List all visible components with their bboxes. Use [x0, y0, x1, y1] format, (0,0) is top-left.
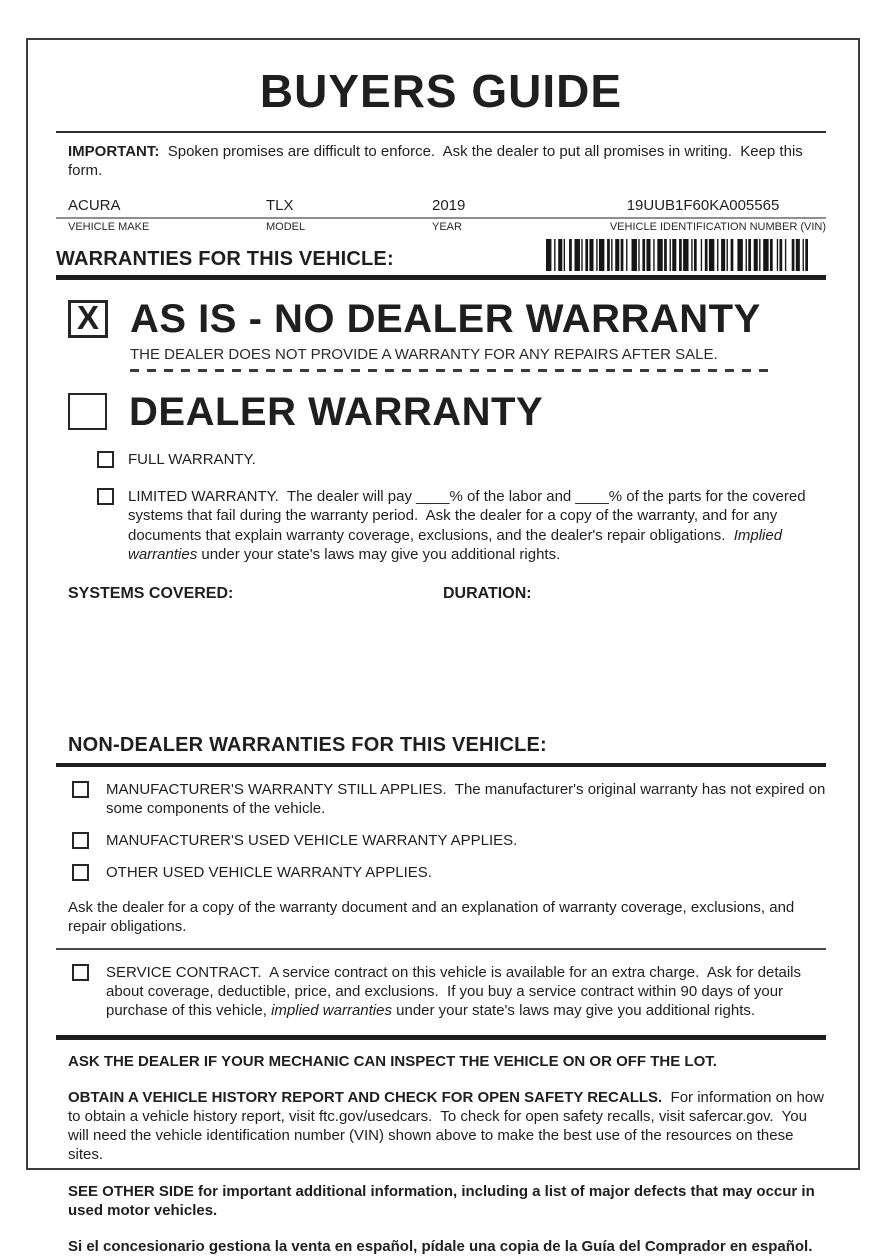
- as-is-subtitle: THE DEALER DOES NOT PROVIDE A WARRANTY FOR ANY REPAIRS AFTER SALE.: [130, 345, 718, 363]
- full-warranty-text: FULL WARRANTY.: [128, 450, 256, 468]
- important-text: Spoken promises are difficult to enforce. Ask the dealer to put all promises in writing. Keep this form.: [68, 142, 807, 179]
- as-is-title: AS IS - NO DEALER WARRANTY: [130, 296, 761, 341]
- manufacturer-warranty-item: [72, 780, 830, 818]
- full-warranty-item: [97, 450, 826, 469]
- important-note: [68, 142, 826, 180]
- see-other-side-text: SEE OTHER SIDE for important additional information, including a list of major defects that may occur in used motor vehicles.: [68, 1182, 819, 1219]
- vehicle-make-value: ACURA: [68, 196, 121, 214]
- vehicle-model-value: TLX: [266, 196, 294, 214]
- divider: [56, 131, 826, 133]
- buyers-guide-form: [26, 38, 860, 1255]
- full-warranty-checkbox[interactable]: [97, 451, 114, 468]
- limited-warranty-checkbox[interactable]: [97, 488, 114, 505]
- dashed-divider: [130, 369, 773, 372]
- important-label: IMPORTANT:: [68, 142, 160, 160]
- systems-covered-blank-area: [56, 603, 826, 734]
- manufacturer-used-warranty-checkbox[interactable]: [72, 832, 89, 849]
- service-contract-item: [72, 963, 826, 1021]
- footer-divider-thick: [56, 1035, 826, 1040]
- warranties-heading: WARRANTIES FOR THIS VEHICLE:: [56, 247, 394, 270]
- service-contract-text: SERVICE CONTRACT. A service contract on this vehicle is available for an extra charge. Ask for details about coverage, deductible, price, and exclusions. If you buy a service contract within 90 days of your purchase of this vehicle, implied warranties under your state's laws may give you additional rights.: [106, 964, 806, 1020]
- page-title: BUYERS GUIDE: [259, 65, 623, 117]
- divider-thin: [56, 948, 826, 950]
- vehicle-vin-value: 19UUB1F60KA005565: [626, 196, 780, 214]
- vehicle-info-underline: [56, 217, 826, 219]
- warranty-document-note: Ask the dealer for a copy of the warranty document and an explanation of warranty coverage, exclusions, and repair obligations.: [68, 898, 799, 935]
- as-is-checkbox-mark: X: [76, 299, 99, 337]
- service-contract-checkbox[interactable]: [72, 964, 89, 981]
- mechanic-inspect-text: ASK THE DEALER IF YOUR MECHANIC CAN INSPECT THE VEHICLE ON OR OFF THE LOT.: [68, 1052, 717, 1070]
- vehicle-year-label: YEAR: [432, 220, 462, 233]
- vehicle-year-value: 2019: [432, 196, 466, 214]
- non-dealer-heading: NON-DEALER WARRANTIES FOR THIS VEHICLE:: [68, 733, 547, 756]
- non-dealer-heading-underline: [56, 763, 826, 767]
- vehicle-vin-label: VEHICLE IDENTIFICATION NUMBER (VIN): [609, 220, 826, 233]
- manufacturer-used-warranty-text: MANUFACTURER'S USED VEHICLE WARRANTY APPLIES.: [106, 832, 518, 850]
- section-divider-thick: [56, 275, 826, 280]
- duration-label: DURATION:: [443, 584, 532, 602]
- vehicle-info-values: [56, 197, 826, 214]
- manufacturer-warranty-checkbox[interactable]: [72, 781, 89, 798]
- manufacturer-used-warranty-item: [72, 831, 826, 850]
- limited-warranty-text: LIMITED WARRANTY. The dealer will pay ____% of the labor and ____% of the parts for the covered systems that fail during the warranty period. Ask the dealer for a copy of the warranty, and for any documents that explain warranty coverage, exclusions, and the dealer's repair obligations. Implied warranties under your state's laws may give you additional rights.: [128, 488, 810, 563]
- spanish-note-text: Si el concesionario gestiona la venta en español, pídale una copia de la Guía del Comprador en español.: [68, 1237, 813, 1255]
- vehicle-history-text: OBTAIN A VEHICLE HISTORY REPORT AND CHECK FOR OPEN SAFETY RECALLS. For information on how to obtain a vehicle history report, visit ftc.gov/usedcars. To check for open safety recalls, visit safercar.gov. You will need the vehicle identification number (VIN) shown above to make the best use of the resources on these sites.: [68, 1088, 829, 1164]
- dealer-warranty-title: DEALER WARRANTY: [129, 389, 544, 434]
- as-is-checkbox[interactable]: [68, 300, 108, 338]
- vehicle-info-labels: [56, 221, 826, 233]
- vehicle-model-label: MODEL: [266, 220, 306, 233]
- manufacturer-warranty-text: MANUFACTURER'S WARRANTY STILL APPLIES. The manufacturer's original warranty has not expired on some components of the vehicle.: [106, 780, 830, 818]
- other-used-warranty-item: [72, 863, 826, 882]
- limited-warranty-item: [97, 487, 826, 564]
- vin-barcode-icon: [546, 239, 808, 271]
- dealer-warranty-checkbox[interactable]: [68, 393, 107, 430]
- systems-covered-label: SYSTEMS COVERED:: [68, 584, 234, 602]
- other-used-warranty-checkbox[interactable]: [72, 864, 89, 881]
- vehicle-make-label: VEHICLE MAKE: [68, 220, 150, 233]
- other-used-warranty-text: OTHER USED VEHICLE WARRANTY APPLIES.: [106, 864, 432, 882]
